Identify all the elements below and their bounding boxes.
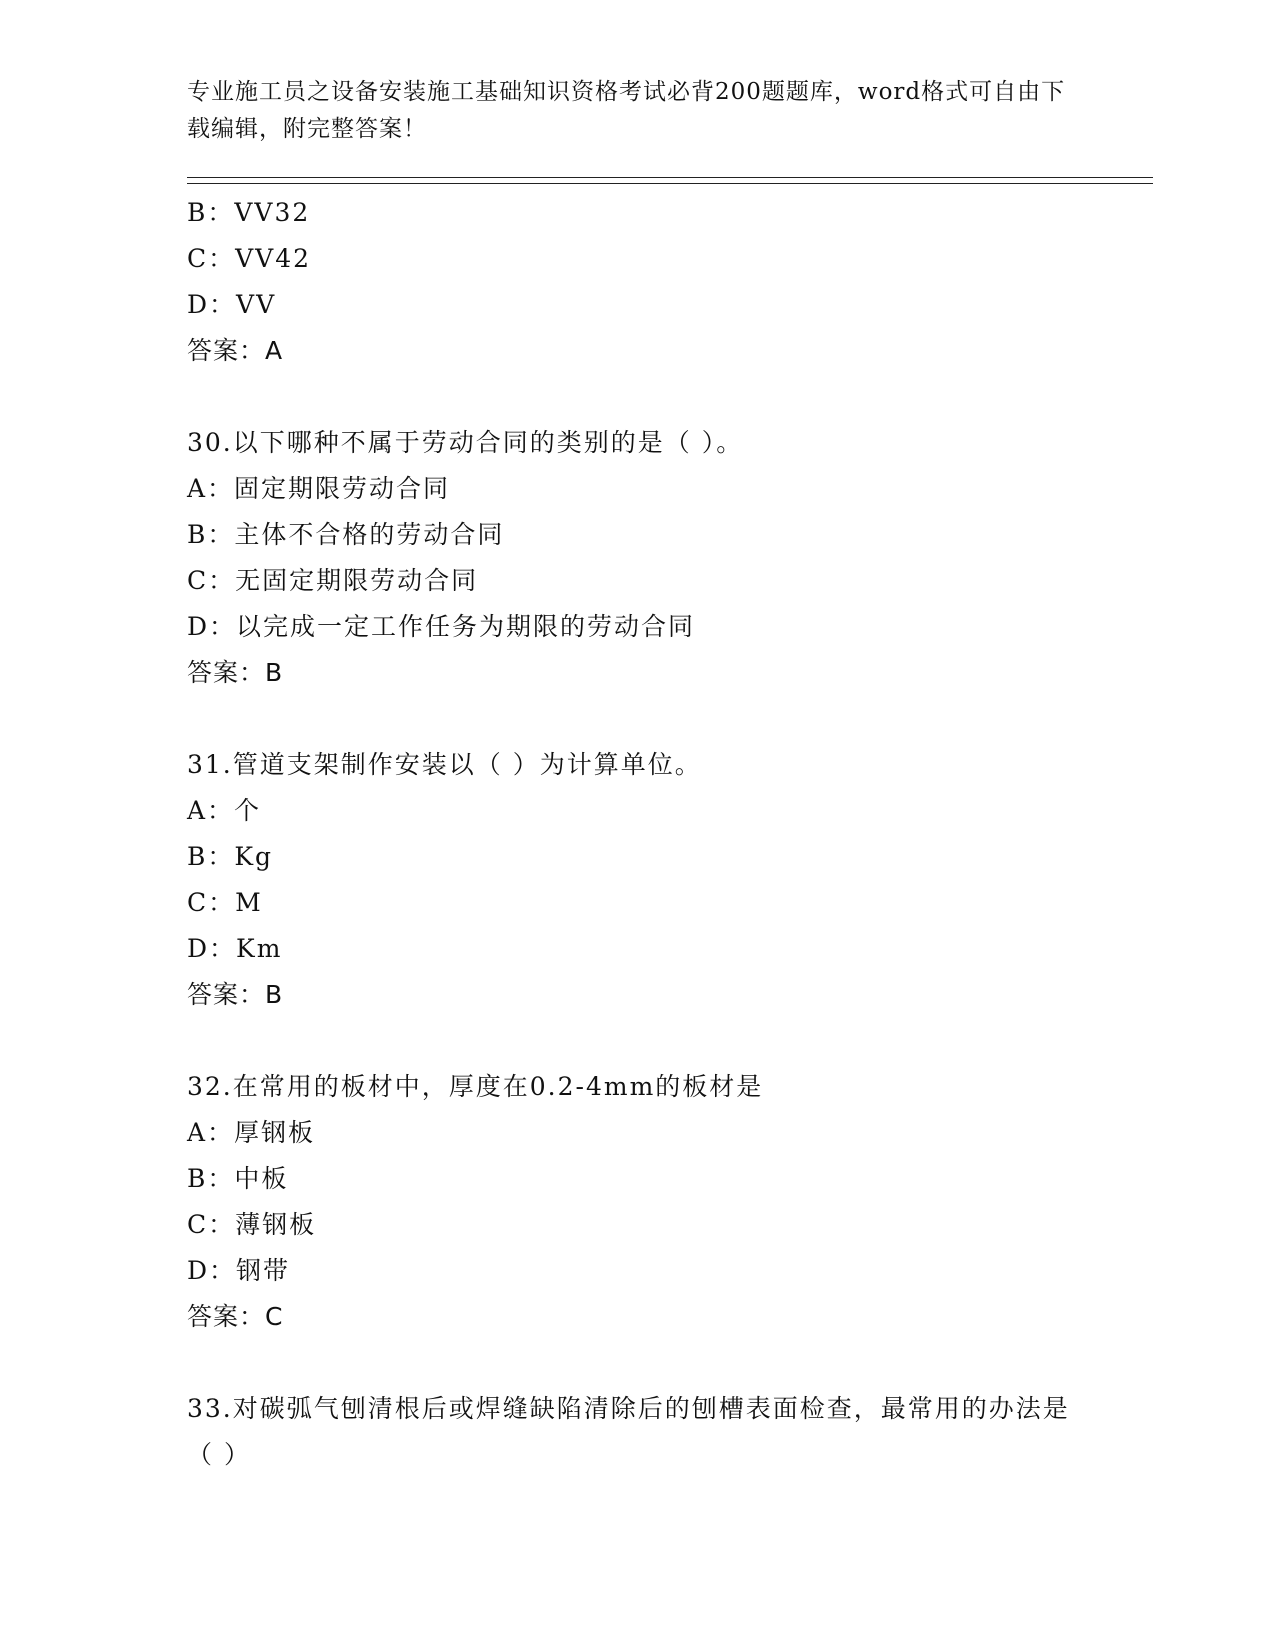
header-rule-top [187,177,1153,178]
answer: 答案：A [187,336,284,365]
question-block-30 [187,420,1087,696]
option-d: D：以完成一定工作任务为期限的劳动合同 [187,612,696,641]
option-d: D：Km [187,934,283,963]
question-block-32 [187,1064,1087,1340]
option-b: B：主体不合格的劳动合同 [187,520,505,549]
option-b: B：中板 [187,1164,289,1193]
answer: 答案：B [187,980,284,1009]
answer: 答案：C [187,1302,284,1331]
option-a: A：厚钢板 [187,1118,316,1147]
header-rule-bottom [187,183,1153,184]
spacer [187,696,1087,742]
answer: 答案：B [187,658,284,687]
question-block-33 [187,1386,1087,1478]
question-block-29 [187,190,1087,374]
document-body [187,190,1087,1478]
question-stem: 32.在常用的板材中，厚度在0.2-4mm的板材是 [187,1072,764,1101]
option-a: A：个 [187,796,262,825]
question-block-31 [187,742,1087,1018]
spacer [187,374,1087,420]
option-c: C：VV42 [187,244,312,273]
spacer [187,1340,1087,1386]
page-header: 专业施工员之设备安装施工基础知识资格考试必背200题题库，word格式可自由下载编辑，附完整答案！ [187,79,1066,142]
option-c: C：M [187,888,263,917]
option-d: D：VV [187,290,277,319]
option-d: D：钢带 [187,1256,291,1285]
spacer [187,1018,1087,1064]
option-b: B：Kg [187,842,274,871]
option-b: B：VV32 [187,198,311,227]
question-stem: 30.以下哪种不属于劳动合同的类别的是（ ）。 [187,428,744,457]
option-c: C：无固定期限劳动合同 [187,566,479,595]
option-a: A：固定期限劳动合同 [187,474,451,503]
option-c: C：薄钢板 [187,1210,317,1239]
question-stem: 31.管道支架制作安装以（ ）为计算单位。 [187,750,702,779]
question-stem: 33.对碳弧气刨清根后或焊缝缺陷清除后的刨槽表面检查，最常用的办法是（ ） [187,1394,1070,1469]
